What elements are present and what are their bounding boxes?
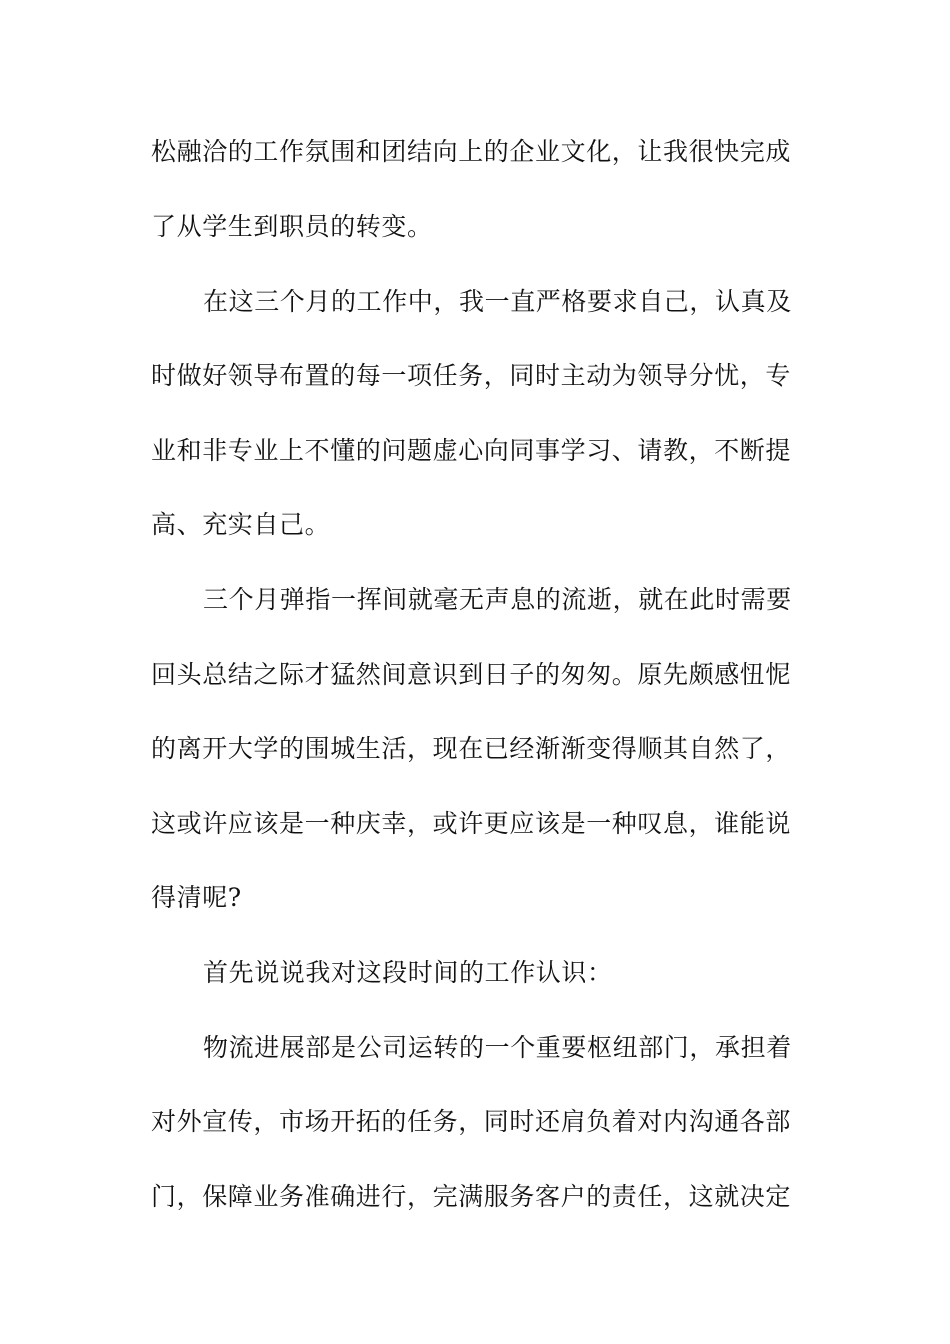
text-line: 回头总结之际才猛然间意识到日子的匆匆。原先颇感忸怩 (151, 660, 792, 689)
text-line: 的离开大学的围城生活，现在已经渐渐变得顺其自然了， (151, 734, 792, 763)
text-line: 松融洽的工作氛围和团结向上的企业文化，让我很快完成 (151, 137, 792, 166)
text-line: 了从学生到职员的转变。 (151, 212, 433, 241)
text-line: 时做好领导布置的每一项任务，同时主动为领导分忧，专 (151, 361, 792, 390)
text-line: 得清呢? (151, 883, 242, 912)
text-line: 业和非专业上不懂的问题虚心向同事学习、请教，不断提 (151, 436, 792, 465)
text-line: 门，保障业务准确进行，完满服务客户的责任，这就决定 (151, 1182, 792, 1211)
paragraph-first-line: 物流进展部是公司运转的一个重要枢纽部门，承担着 (203, 1033, 792, 1062)
text-line: 这或许应该是一种庆幸，或许更应该是一种叹息，谁能说 (151, 809, 792, 838)
text-line: 高、充实自己。 (151, 510, 331, 539)
paragraph-first-line: 首先说说我对这段时间的工作认识： (203, 958, 613, 987)
text-line: 对外宣传，市场开拓的任务，同时还肩负着对内沟通各部 (151, 1107, 792, 1136)
paragraph-first-line: 在这三个月的工作中，我一直严格要求自己，认真及 (203, 287, 792, 316)
paragraph-first-line: 三个月弹指一挥间就毫无声息的流逝，就在此时需要 (203, 585, 792, 614)
